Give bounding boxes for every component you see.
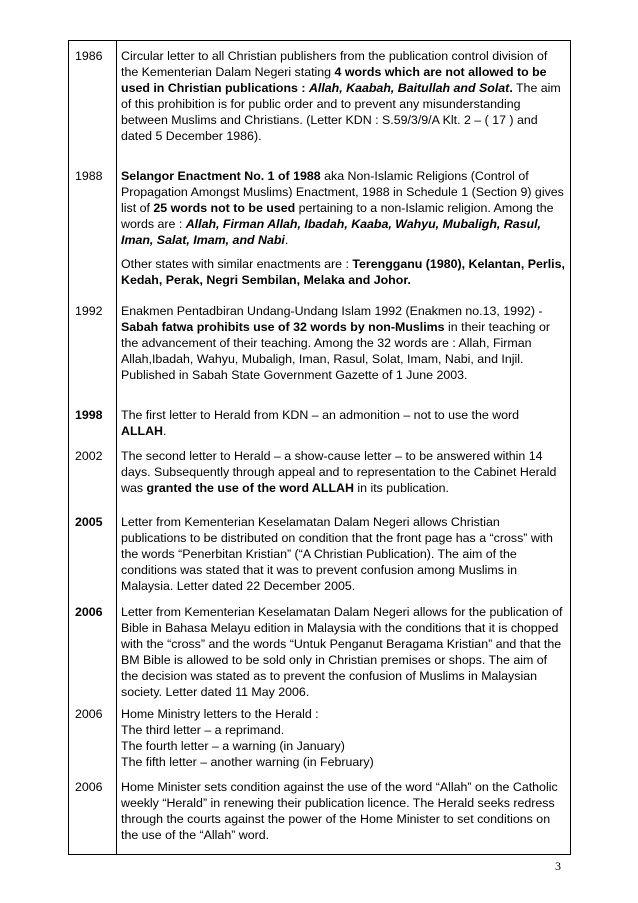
description-paragraph — [121, 779, 567, 843]
text-run: Sabah fatwa prohibits use of 32 words by non-Muslims — [121, 320, 445, 334]
text-run: 25 words not to be used — [153, 201, 296, 215]
year-cell: 2006 — [75, 780, 103, 794]
year-cell: 1992 — [75, 304, 103, 318]
text-run: The aim of this prohibition is for public order and to prevent any misunderstanding between Muslims and Christians. (Letter KDN : S.59/3/9/A Klt. 2 – ( 17 ) and dated 5 December 1986). — [121, 81, 561, 143]
year-cell: 2006 — [75, 707, 103, 721]
text-run: . — [284, 233, 289, 247]
text-run: The third letter – a reprimand. — [121, 723, 285, 737]
description-paragraph — [121, 303, 567, 383]
text-run: Circular letter to all Christian publishers from the publication control division of the Kementerian Dalam Negeri stating — [121, 49, 548, 79]
text-run: . — [162, 424, 167, 438]
text-run: Enakmen Pentadbiran Undang-Undang Islam 1992 (Enakmen no.13, 1992) - — [121, 304, 543, 318]
text-run: granted the use of the word ALLAH — [146, 481, 354, 495]
text-run: Letter from Kementerian Keselamatan Dalam Negeri allows Christian publications to be distributed on condition that the front page has a “cross” with the words “Penerbitan Kristian” (“A Christian Publication). The aim of the conditions was stated that it was to prevent confusion among Muslims in Malaysia. Letter dated 22 December 2005. — [121, 515, 553, 593]
description-cell — [121, 779, 567, 843]
text-run: The first letter to Herald from KDN – an admonition – not to use the word — [121, 408, 520, 422]
year-cell: 2002 — [75, 449, 103, 463]
description-cell — [121, 448, 567, 496]
text-run: Selangor Enactment No. 1 of 1988 — [121, 169, 321, 183]
description-cell — [121, 168, 567, 288]
description-cell — [121, 48, 567, 144]
text-run: in their teaching or the advancement of their teaching. Among the 32 words are : Allah, Firman Allah,Ibadah, Wahyu, Mubaligh, Iman, Rasul, Solat, Imam, Nabi, and Injil. Published in Sabah State Government Gazette of 1 June 2003. — [121, 320, 550, 382]
text-run: . — [509, 81, 513, 95]
text-run: pertaining to a non-Islamic religion. Among the words are : — [121, 201, 554, 231]
text-run: aka Non-Islamic Religions (Control of Propagation Amongst Muslims) Enactment, 1988 in Schedule 1 (Section 9) gives list of — [121, 169, 564, 215]
description-paragraph — [121, 754, 567, 770]
text-run: Home Minister sets condition against the use of the word “Allah” on the Catholic weekly “Herald” in renewing their publication licence. The Herald seeks redress through the courts against the power of the Home Minister to set conditions on the use of the “Allah” word. — [121, 780, 558, 842]
text-run: The second letter to Herald – a show-cause letter – to be answered within 14 days. Subsequently through appeal and to representation to the Cabinet Herald was — [121, 449, 557, 495]
year-cell: 2006 — [75, 605, 103, 619]
text-run: Allah, Firman Allah, Ibadah, Kaaba, Wahyu, Mubaligh, Rasul, Iman, Salat, Imam, and Nabi — [121, 217, 541, 247]
description-paragraph — [121, 448, 567, 496]
text-run: The fourth letter – a warning (in January) — [121, 739, 345, 753]
description-paragraph — [121, 706, 567, 722]
text-run: in its publication. — [353, 481, 449, 495]
text-run: Terengganu (1980), Kelantan, Perlis, Kedah, Perak, Negri Sembilan, Melaka and Johor. — [121, 257, 565, 287]
description-paragraph — [121, 48, 567, 144]
page-number: 3 — [555, 859, 561, 873]
description-paragraph — [121, 256, 567, 288]
text-run: Home Ministry letters to the Herald : — [121, 707, 319, 721]
description-paragraph — [121, 722, 567, 738]
text-run: Letter from Kementerian Keselamatan Dalam Negeri allows for the publication of Bible in Bahasa Melayu edition in Malaysia with the conditions that it is chopped with the “cross” and the words “Untuk Penganut Beragama Kristian” and that the BM Bible is allowed to be sold only in Christian premises or shops. The aim of the decision was stated as to prevent the confusion of Muslims in Malaysian society. Letter dated 11 May 2006. — [121, 605, 563, 699]
description-cell — [121, 303, 567, 383]
year-cell: 1988 — [75, 169, 103, 183]
description-cell — [121, 604, 567, 700]
text-run: Other states with similar enactments are : — [121, 257, 353, 271]
description-paragraph — [121, 738, 567, 754]
description-paragraph — [121, 604, 567, 700]
description-cell — [121, 407, 567, 439]
year-cell: 1986 — [75, 49, 103, 63]
year-cell: 2005 — [75, 515, 103, 529]
year-cell: 1998 — [75, 408, 103, 422]
description-paragraph — [121, 514, 567, 594]
column-divider — [116, 40, 117, 855]
description-cell — [121, 706, 567, 770]
text-run: The fifth letter – another warning (in February) — [121, 755, 374, 769]
description-paragraph — [121, 168, 567, 248]
description-cell — [121, 514, 567, 594]
text-run: ALLAH — [121, 424, 163, 438]
text-run: Allah, Kaabah, Baitullah and Solat — [308, 81, 510, 95]
description-paragraph — [121, 407, 567, 439]
text-run: 4 words which are not allowed to be used in Christian publications : — [121, 65, 547, 95]
